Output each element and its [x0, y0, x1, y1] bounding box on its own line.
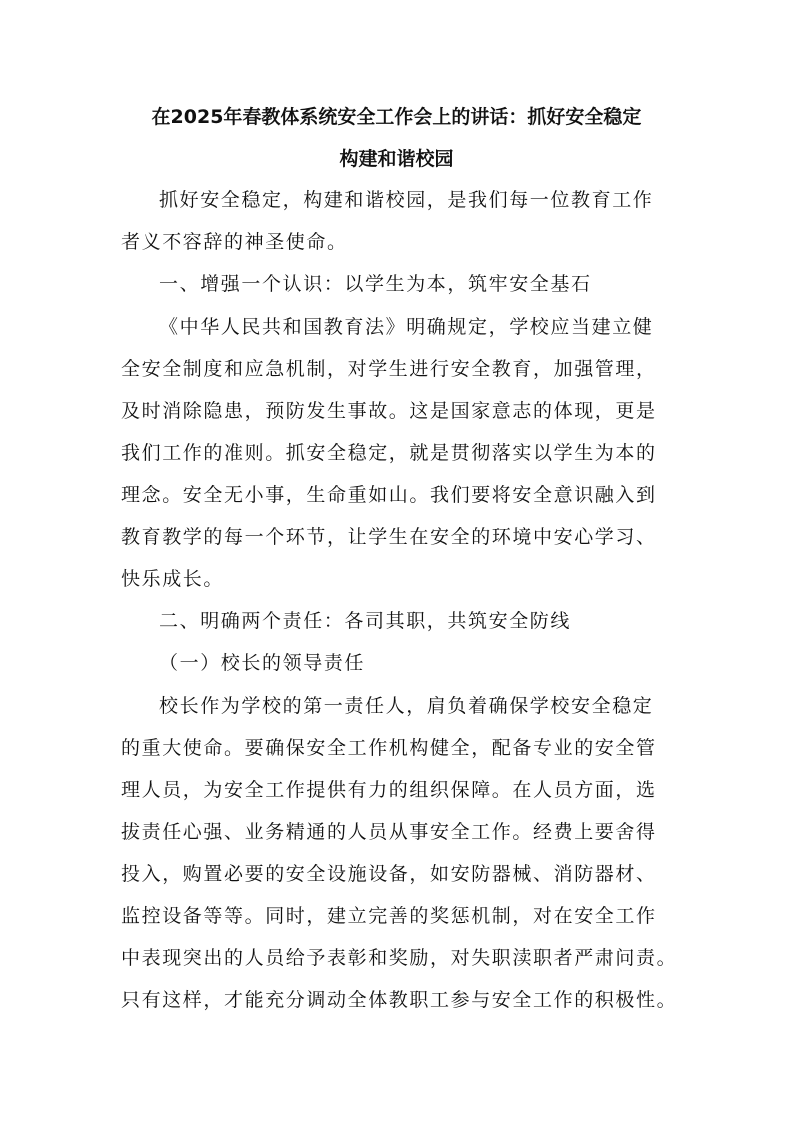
- paragraph-line: 校长作为学校的第一责任人，肩负着确保学校安全稳定: [159, 695, 654, 717]
- paragraph-line: 全安全制度和应急机制，对学生进行安全教育，加强管理，: [121, 358, 657, 380]
- paragraph-line: 及时消除隐患，预防发生事故。这是国家意志的体现，更是: [121, 400, 657, 422]
- paragraph-line: 拔责任心强、业务精通的人员从事安全工作。经费上要舍得: [121, 821, 657, 843]
- paragraph-line: 监控设备等等。同时，建立完善的奖惩机制，对在安全工作: [121, 905, 657, 927]
- paragraph-line: 中表现突出的人员给予表彰和奖励，对失职渎职者严肃问责。: [121, 947, 678, 969]
- section-heading-2: 二、明确两个责任：各司其职，共筑安全防线: [159, 610, 572, 632]
- paragraph-line: 理念。安全无小事，生命重如山。我们要将安全意识融入到: [121, 484, 657, 506]
- paragraph-line: 理人员，为安全工作提供有力的组织保障。在人员方面，选: [121, 779, 657, 801]
- paragraph-line: 的重大使命。要确保安全工作机构健全，配备专业的安全管: [121, 737, 657, 759]
- paragraph-line: 抓好安全稳定，构建和谐校园，是我们每一位教育工作: [159, 189, 654, 211]
- paragraph-line: 快乐成长。: [121, 568, 225, 590]
- section-heading-1: 一、增强一个认识：以学生为本，筑牢安全基石: [159, 273, 592, 295]
- paragraph-line: 者义不容辞的神圣使命。: [121, 231, 348, 253]
- document-title-line-1: 在2025年春教体系统安全工作会上的讲话：抓好安全稳定: [151, 106, 642, 128]
- paragraph-line: 只有这样，才能充分调动全体教职工参与安全工作的积极性。: [121, 989, 678, 1011]
- paragraph-line: 投入，购置必要的安全设施设备，如安防器械、消防器材、: [121, 863, 657, 885]
- paragraph-line: 我们工作的准则。抓安全稳定，就是贯彻落实以学生为本的: [121, 442, 657, 464]
- document-title-line-2: 构建和谐校园: [339, 148, 454, 170]
- paragraph-line: 《中华人民共和国教育法》明确规定，学校应当建立健: [159, 316, 654, 338]
- paragraph-line: 教育教学的每一个环节，让学生在安全的环境中安心学习、: [121, 526, 657, 548]
- subsection-heading: （一）校长的领导责任: [159, 652, 366, 674]
